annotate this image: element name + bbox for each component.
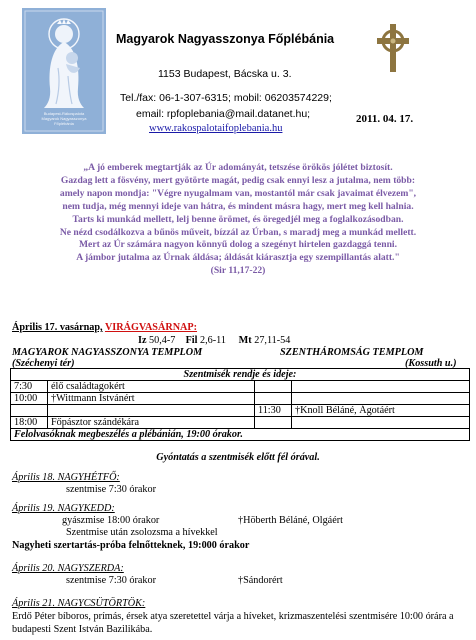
parish-phone: Tel./fax: 06-1-307-6315; mobil: 06203574229; <box>120 92 332 104</box>
bulletin-date: 2011. 04. 17. <box>356 113 414 125</box>
parish-name: Magyarok Nagyasszonya Főplébánia <box>116 32 335 46</box>
mass-schedule-table <box>10 368 470 441</box>
parish-website-link[interactable]: www.rakospalotaifoplebania.hu <box>149 123 283 134</box>
mass-intention: élő családtagokért <box>48 381 255 393</box>
mass-intention: †Wittmann Istvánért <box>48 393 255 405</box>
empty-cell <box>292 381 470 393</box>
mass-schedule-header: Szentmisék rendje és ideje: <box>11 369 470 381</box>
church-right-name: SZENTHÁROMSÁG TEMPLOM <box>280 347 424 358</box>
day-heading-thursday: Április 21. NAGYCSÜTÖRTÖK: <box>12 598 146 609</box>
parish-logo <box>22 8 106 134</box>
reading-1-book: Iz <box>138 335 147 346</box>
table-row <box>11 405 470 417</box>
quote-line: nem tudja, még mennyi ideje van hátra, és mindent másra hagy, mert meg kell halnia. <box>62 200 414 212</box>
mass-time: 11:30 <box>255 405 292 417</box>
readers-meeting-note: Felolvasóknak megbeszélés a plébánián, 19:00 órakor. <box>11 429 470 441</box>
logo-caption-2: Magyarok Nagyasszonya <box>41 116 87 121</box>
tuesday-rehearsal: Nagyheti szertartás-próba felnőtteknek, 19:000 órakor <box>12 540 250 551</box>
sunday-readings <box>138 335 290 346</box>
reading-2-ref: 2,6-11 <box>200 335 226 346</box>
sunday-feast: VIRÁGVASÁRNAP: <box>104 322 198 333</box>
empty-cell <box>292 417 470 429</box>
empty-cell <box>255 393 292 405</box>
wednesday-mass: szentmise 7:30 órakor <box>66 575 156 586</box>
mass-intention: †Knoll Béláné, Ágotáért <box>292 405 470 417</box>
quote-line: „A jó emberek megtartják az Úr adományát, tetszése örökös jólétet biztosít. <box>83 162 393 173</box>
empty-cell <box>255 381 292 393</box>
quote-line: A jámbor jutalma az Úrnak áldása; áldását kiárasztja egy szempillantás alatt." <box>76 252 400 264</box>
table-row <box>11 381 470 393</box>
church-left-name: MAGYAROK NAGYASSZONYA TEMPLOM <box>12 347 203 358</box>
sunday-day-label: Április 17. vasárnap, <box>12 322 103 333</box>
quote-line: Tarts ki munkád mellett, lelj benne örömet, és öregedjél meg a foglalkozásodban. <box>72 213 404 225</box>
table-row <box>11 417 470 429</box>
reading-3-book: Mt <box>238 335 252 346</box>
reading-2-book: Fil <box>185 335 198 346</box>
tuesday-vespers: Szentmise után zsolozsma a hívekkel <box>66 527 218 538</box>
quote-line: amely napon mondja: "Végre nyugalmam van, mostantól már csak javaimat élvezem", <box>59 187 417 199</box>
confession-note: Gyóntatás a szentmisék előtt fél órával. <box>156 452 320 463</box>
scripture-quote <box>8 162 468 278</box>
wednesday-intention: †Sándorért <box>238 575 283 586</box>
mass-time: 18:00 <box>11 417 48 429</box>
parish-address: 1153 Budapest, Bácska u. 3. <box>158 68 292 80</box>
reading-1-ref: 50,4-7 <box>149 335 176 346</box>
empty-cell <box>11 405 48 417</box>
mass-time: 7:30 <box>11 381 48 393</box>
celtic-cross-icon <box>373 22 413 79</box>
mass-intention: Főpásztor szándékára <box>48 417 255 429</box>
quote-line: Mert az Úr számára nagyon könnyű dolog a szegényt hirtelen gazdaggá tenni. <box>79 239 397 251</box>
parish-email: email: rpfoplebania@mail.datanet.hu; <box>136 108 311 120</box>
day-heading-tuesday: Április 19. NAGYKEDD: <box>12 503 115 514</box>
empty-cell <box>255 417 292 429</box>
reading-3-ref: 27,11-54 <box>254 335 291 346</box>
sunday-heading <box>12 322 197 333</box>
quote-reference: (Sir 11,17-22) <box>210 265 266 277</box>
empty-cell <box>292 393 470 405</box>
quote-line: Ne nézd csodálkozva a bűnös műveit, bízzál az Úrban, s maradj meg a munkád mellett. <box>59 226 417 238</box>
logo-caption-3: Főplébánia <box>54 121 74 126</box>
day-heading-monday: Április 18. NAGYHÉTFŐ: <box>12 472 120 483</box>
mass-time: 10:00 <box>11 393 48 405</box>
table-row <box>11 393 470 405</box>
monday-mass: szentmise 7:30 órakor <box>66 484 156 495</box>
day-heading-wednesday: Április 20. NAGYSZERDA: <box>12 563 124 574</box>
church-right-location: (Kossuth u.) <box>405 358 457 369</box>
thursday-description: Erdő Péter bíboros, prímás, érsek atya szeretettel várja a híveket, krizmaszentelési szentmisére 10:00 órára a budapesti Szent István Bazilikába. <box>12 611 454 635</box>
logo-caption-1: Budapest-Rákospalota <box>43 111 85 116</box>
church-left-location: (Széchenyi tér) <box>12 358 75 369</box>
empty-cell <box>48 405 255 417</box>
tuesday-mass: gyászmise 18:00 órakor <box>62 515 160 526</box>
tuesday-intention: †Höberth Béláné, Olgáért <box>238 515 343 526</box>
quote-line: Gazdag lett a fösvény, mert gyötörte magát, pedig csak ennyi lesz a jutalma, nem több: <box>60 174 416 186</box>
